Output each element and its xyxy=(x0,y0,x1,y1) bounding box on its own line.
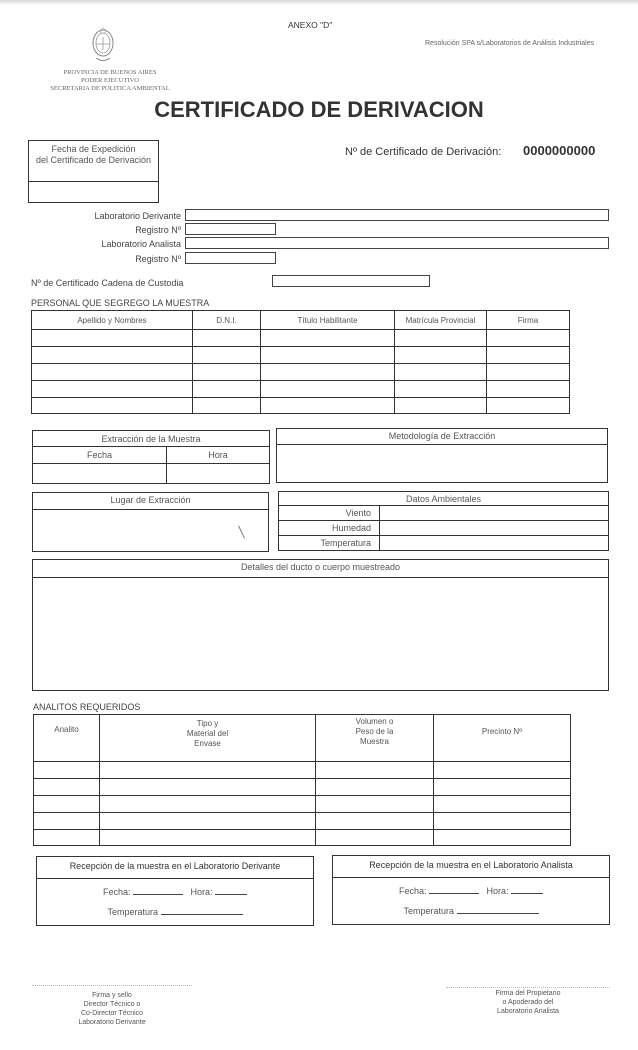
table-cell[interactable] xyxy=(316,796,434,813)
table-cell[interactable] xyxy=(395,398,487,414)
table-row xyxy=(32,347,570,364)
table-cell[interactable] xyxy=(193,381,261,398)
col-tipo-envase xyxy=(100,715,316,762)
table-cell[interactable] xyxy=(32,381,193,398)
signature-label-right xyxy=(468,989,588,1016)
reception-derivante-temp-label: Temperatura xyxy=(107,907,158,917)
col-volumen-line-1: Volumen o xyxy=(355,717,394,726)
table-cell[interactable] xyxy=(34,779,100,796)
signature-right-line-1: Firma del Propietario xyxy=(495,990,561,997)
table-row xyxy=(32,364,570,381)
analytes-section-title: ANALITOS REQUERIDOS xyxy=(33,702,141,712)
table-row xyxy=(34,830,571,846)
table-row xyxy=(32,330,570,347)
table-cell[interactable] xyxy=(34,830,100,846)
signature-left-line-2: Director Técnico o xyxy=(83,1001,141,1008)
table-cell[interactable] xyxy=(487,364,570,381)
table-cell[interactable] xyxy=(434,813,571,830)
table-row xyxy=(34,779,571,796)
table-row xyxy=(32,398,570,414)
scan-edge-shadow xyxy=(0,0,638,5)
issue-date-box xyxy=(28,140,159,203)
issue-date-label-1: Fecha de Expedición xyxy=(51,144,136,154)
methodology-title: Metodología de Extracción xyxy=(388,431,496,441)
custodia-field[interactable] xyxy=(272,275,430,287)
signature-line-left[interactable] xyxy=(32,985,192,986)
extraction-table xyxy=(32,430,270,484)
table-cell[interactable] xyxy=(34,762,100,779)
table-cell[interactable] xyxy=(487,330,570,347)
table-cell[interactable] xyxy=(193,347,261,364)
col-volumen-line-3: Muestra xyxy=(360,737,389,746)
table-cell[interactable] xyxy=(434,762,571,779)
table-cell[interactable] xyxy=(261,364,395,381)
table-cell[interactable] xyxy=(34,813,100,830)
table-cell[interactable] xyxy=(316,762,434,779)
table-cell[interactable] xyxy=(193,364,261,381)
coat-of-arms-icon xyxy=(88,26,118,66)
env-temperatura-label: Temperatura xyxy=(279,536,380,551)
table-row xyxy=(34,796,571,813)
reception-analista-fecha-field[interactable] xyxy=(429,884,479,894)
personal-table xyxy=(31,310,570,414)
env-viento-field[interactable] xyxy=(380,506,609,521)
col-volumen-line-2: Peso de la xyxy=(355,727,394,736)
personal-section-title: PERSONAL QUE SEGREGO LA MUESTRA xyxy=(31,298,210,308)
analytes-table xyxy=(33,714,571,846)
table-cell[interactable] xyxy=(487,381,570,398)
place-box xyxy=(32,492,269,552)
table-cell[interactable] xyxy=(261,398,395,414)
table-cell[interactable] xyxy=(100,830,316,846)
table-cell[interactable] xyxy=(261,381,395,398)
issue-date-field[interactable] xyxy=(29,182,158,202)
lab-derivante-field[interactable] xyxy=(185,209,609,221)
table-cell[interactable] xyxy=(316,830,434,846)
reception-analista-box xyxy=(332,855,610,925)
table-cell[interactable] xyxy=(100,813,316,830)
reception-derivante-fecha-label: Fecha: xyxy=(102,887,131,897)
table-cell[interactable] xyxy=(316,779,434,796)
table-cell[interactable] xyxy=(434,830,571,846)
reception-derivante-hora-label: Hora: xyxy=(190,887,213,897)
table-cell[interactable] xyxy=(434,779,571,796)
registro-derivante-label: Registro Nº xyxy=(135,225,181,235)
col-firma: Firma xyxy=(487,311,570,330)
environment-table xyxy=(278,491,609,551)
extraction-title: Extracción de la Muestra xyxy=(33,431,270,447)
annex-label: ANEXO "D" xyxy=(288,20,333,30)
table-cell[interactable] xyxy=(261,330,395,347)
table-cell[interactable] xyxy=(100,762,316,779)
org-line-executive: PODER EJECUTIVO xyxy=(81,77,139,84)
table-row xyxy=(34,762,571,779)
table-cell[interactable] xyxy=(100,796,316,813)
table-cell[interactable] xyxy=(395,381,487,398)
certificate-number-label: Nº de Certificado de Derivación: xyxy=(345,146,502,158)
custodia-label: Nº de Certificado Cadena de Custodia xyxy=(31,278,184,288)
col-dni: D.N.I. xyxy=(193,311,261,330)
col-precinto: Precinto Nº xyxy=(434,715,571,762)
env-humedad-field[interactable] xyxy=(380,521,609,536)
document-title: CERTIFICADO DE DERIVACION xyxy=(154,97,484,122)
org-block xyxy=(20,69,200,93)
col-tipo-line-2: Material del xyxy=(186,729,229,738)
table-row xyxy=(32,381,570,398)
extraction-fecha-label: Fecha xyxy=(33,447,167,464)
registro-derivante-field[interactable] xyxy=(185,223,276,235)
col-titulo: Título Habilitante xyxy=(261,311,395,330)
signature-left-line-1: Firma y sello xyxy=(92,992,132,999)
org-line-province: PROVINCIA DE BUENOS AIRES xyxy=(63,69,157,76)
reception-analista-hora-field[interactable] xyxy=(511,884,543,894)
extraction-fecha-field[interactable] xyxy=(33,464,167,484)
table-cell[interactable] xyxy=(316,813,434,830)
reception-analista-fecha-label: Fecha: xyxy=(398,886,427,896)
reception-derivante-fecha-field[interactable] xyxy=(133,885,183,895)
signature-line-right[interactable] xyxy=(446,987,610,988)
details-title: Detalles del ducto o cuerpo muestreado xyxy=(240,562,401,572)
reception-derivante-hora-field[interactable] xyxy=(215,885,247,895)
table-cell[interactable] xyxy=(100,779,316,796)
reception-analista-temp-label: Temperatura xyxy=(403,906,454,916)
resolution-label: Resolución SPA s/Laboratorios de Análisis Industriales xyxy=(425,40,595,47)
lab-derivante-label: Laboratorio Derivante xyxy=(94,211,181,221)
registro-analista-field[interactable] xyxy=(185,252,276,264)
reception-analista-title: Recepción de la muestra en el Laboratorio Analista xyxy=(369,860,573,870)
table-cell[interactable] xyxy=(32,330,193,347)
table-cell[interactable] xyxy=(32,364,193,381)
extraction-hora-label: Hora xyxy=(167,447,270,464)
col-matricula: Matrícula Provincial xyxy=(395,311,487,330)
env-viento-label: Viento xyxy=(279,506,380,521)
reception-analista-hora-label: Hora: xyxy=(486,886,509,896)
extraction-hora-field[interactable] xyxy=(167,464,270,484)
place-title: Lugar de Extracción xyxy=(110,495,191,505)
col-apellido-nombres: Apellido y Nombres xyxy=(32,311,193,330)
environment-title: Datos Ambientales xyxy=(279,492,609,506)
signature-label-left xyxy=(52,991,172,1027)
place-field[interactable] xyxy=(33,510,268,551)
table-cell[interactable] xyxy=(395,364,487,381)
table-cell[interactable] xyxy=(395,347,487,364)
org-line-secretariat: SECRETARIA DE POLITICA AMBIENTAL xyxy=(50,85,170,92)
reception-analista-temp-field[interactable] xyxy=(457,904,539,914)
table-cell[interactable] xyxy=(32,398,193,414)
details-field[interactable] xyxy=(33,578,608,690)
lab-analista-field[interactable] xyxy=(185,237,609,249)
col-tipo-line-3: Envase xyxy=(194,739,221,748)
certificate-number-value: 0000000000 xyxy=(523,143,596,158)
table-cell[interactable] xyxy=(487,398,570,414)
reception-derivante-temp-field[interactable] xyxy=(161,905,243,915)
table-cell[interactable] xyxy=(193,398,261,414)
methodology-field[interactable] xyxy=(277,445,607,482)
table-cell[interactable] xyxy=(395,330,487,347)
reception-derivante-box xyxy=(36,856,314,926)
table-cell[interactable] xyxy=(434,796,571,813)
registro-analista-label: Registro Nº xyxy=(135,254,181,264)
reception-derivante-title: Recepción de la muestra en el Laboratorio Derivante xyxy=(69,861,281,871)
table-cell[interactable] xyxy=(193,330,261,347)
signature-right-line-2: o Apoderado del xyxy=(502,999,554,1006)
signature-left-line-3: Co-Director Técnico xyxy=(80,1010,144,1017)
col-tipo-line-1: Tipo y xyxy=(196,719,219,728)
col-analito: Analito xyxy=(34,715,100,762)
table-row xyxy=(34,813,571,830)
signature-right-line-3: Laboratorio Analista xyxy=(497,1008,559,1015)
signature-left-line-4: Laboratorio Derivante xyxy=(78,1019,146,1026)
details-box xyxy=(32,559,609,691)
env-humedad-label: Humedad xyxy=(279,521,380,536)
methodology-box xyxy=(276,428,608,483)
table-cell[interactable] xyxy=(34,796,100,813)
table-cell[interactable] xyxy=(32,347,193,364)
col-volumen-peso xyxy=(316,715,434,762)
table-cell[interactable] xyxy=(487,347,570,364)
env-temperatura-field[interactable] xyxy=(380,536,609,551)
table-cell[interactable] xyxy=(261,347,395,364)
lab-analista-label: Laboratorio Analista xyxy=(101,239,181,249)
issue-date-label-2: del Certificado de Derivación xyxy=(35,155,152,165)
